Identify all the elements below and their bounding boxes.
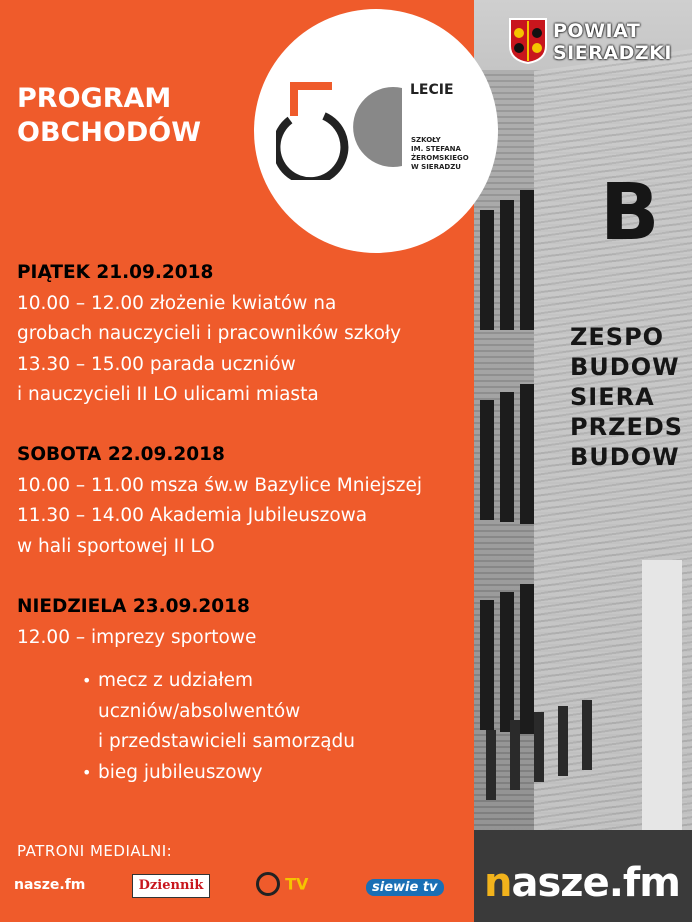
flag xyxy=(510,720,520,790)
flag xyxy=(558,706,568,776)
logo-school-name: SZKOŁY IM. STEFANA ŻEROMSKIEGO W SIERADZU xyxy=(411,136,469,171)
schedule-line: 11.30 – 14.00 Akademia Jubileuszowa xyxy=(17,505,368,526)
schedule-line: 13.30 – 15.00 parada uczniów xyxy=(17,353,296,375)
logo-lecie: LECIE xyxy=(410,82,454,98)
sponsor-logo-nasze[interactable]: nasze.fm xyxy=(14,877,86,893)
sponsor-logo-tv[interactable]: TV xyxy=(256,872,326,898)
fifty-logo-icon xyxy=(276,70,416,180)
schedule-line: grobach nauczycieli i pracowników szkoły xyxy=(17,323,402,344)
schedule-day-friday xyxy=(17,258,401,411)
window xyxy=(480,600,494,730)
powiat-name: POWIAT SIERADZKI xyxy=(553,20,672,64)
schedule-line: i nauczycieli II LO ulicami miasta xyxy=(17,384,319,405)
window xyxy=(520,584,534,734)
bullet-icon: • xyxy=(82,671,92,690)
sign-logo: B xyxy=(600,168,661,258)
media-patrons-label: PATRONI MEDIALNI: xyxy=(17,842,173,860)
tv-ring-icon xyxy=(256,872,280,896)
sponsor-logo-dziennik[interactable]: Dziennik xyxy=(132,874,210,898)
sign-text: ZESPO BUDOW SIERA PRZEDS BUDOW xyxy=(570,323,684,471)
powiat-crest-icon xyxy=(509,18,547,64)
schedule-day-saturday xyxy=(17,440,422,562)
banner xyxy=(642,560,682,860)
window xyxy=(500,392,514,522)
window xyxy=(520,190,534,330)
schedule-day-sunday xyxy=(17,592,256,653)
window xyxy=(480,400,494,520)
schedule-line: 10.00 – 11.00 msza św.w Bazylice Mniejszej xyxy=(17,474,422,496)
day-heading: NIEDZIELA 23.09.2018 xyxy=(17,596,250,617)
day-heading: PIĄTEK 21.09.2018 xyxy=(17,262,214,283)
flag xyxy=(486,730,496,800)
window xyxy=(520,384,534,524)
building-photo xyxy=(474,0,692,922)
page-title: PROGRAM OBCHODÓW xyxy=(17,83,202,148)
window xyxy=(480,210,494,330)
schedule-line: 12.00 – imprezy sportowe xyxy=(17,626,257,648)
list-item: • mecz z udziałem uczniów/absolwentów i przedstawicieli samorządu xyxy=(82,666,355,758)
sponsor-logo-siewie[interactable]: siewie tv xyxy=(366,876,456,896)
schedule-line: 10.00 – 12.00 złożenie kwiatów na xyxy=(17,292,337,314)
window xyxy=(500,592,514,732)
flag xyxy=(582,700,592,770)
nasze-fm-logo[interactable]: nasze.fm xyxy=(484,860,680,906)
window xyxy=(500,200,514,330)
list-item: • bieg jubileuszowy xyxy=(82,758,355,789)
flag xyxy=(534,712,544,782)
bullet-list xyxy=(82,666,355,788)
schedule-line: w hali sportowej II LO xyxy=(17,535,215,557)
day-heading: SOBOTA 22.09.2018 xyxy=(17,444,225,465)
bullet-icon: • xyxy=(82,762,92,782)
